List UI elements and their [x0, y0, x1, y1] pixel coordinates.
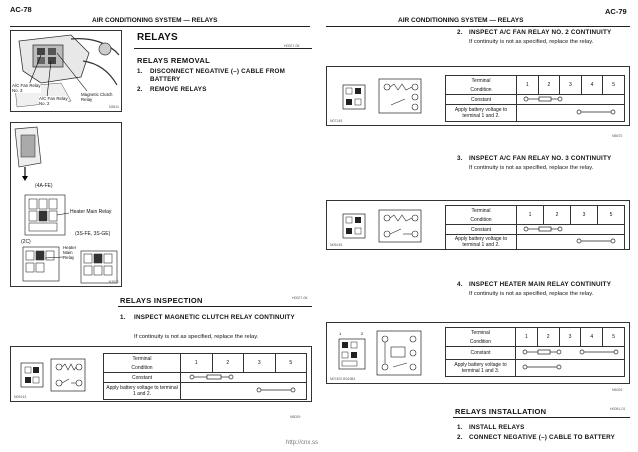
section4-note: If continuity is not as specified, replace the relay. — [469, 291, 594, 297]
fan-relay-2-continuity-table — [445, 75, 625, 122]
right-page-header: AIR CONDITIONING SYSTEM — RELAYS — [398, 17, 524, 24]
fan-relay-3-figure — [326, 200, 630, 250]
terminal-header: Terminal — [446, 76, 517, 86]
removal-step-1-text: DISCONNECT NEGATIVE (–) CABLE FROM BATTERY — [150, 68, 286, 83]
pin-label-1: 1 — [339, 331, 342, 336]
installation-code: H0091-01 — [610, 407, 626, 411]
battery-row-label: Apply battery voltage to terminal 1 and 2. — [104, 383, 181, 400]
battery-row-continuity — [517, 235, 625, 250]
magnetic-clutch-continuity-table — [103, 353, 307, 400]
inspection-step-text: INSPECT MAGNETIC CLUTCH RELAY CONTINUITY — [134, 314, 295, 321]
terminal-col-4: 4 — [581, 328, 603, 347]
engine-4a-label: (4A-FE) — [35, 183, 53, 189]
heater-main-relay-label: Heater Main Relay — [70, 209, 112, 215]
terminal-col-1: 1 — [517, 76, 539, 95]
install-step-1-text: INSTALL RELAYS — [469, 424, 525, 431]
engine-2c-label: (2C) — [21, 239, 31, 245]
continuity-line-mark — [256, 387, 296, 393]
terminal-col-5: 5 — [275, 354, 307, 373]
magnetic-clutch-relay-diagram — [17, 353, 89, 397]
condition-header: Condition — [446, 215, 517, 225]
section3-diagram-code: N05145 — [330, 243, 343, 247]
constant-row-label: Constant — [446, 347, 516, 360]
section4-code: N5029 — [612, 388, 623, 392]
relays-title-rule — [134, 48, 312, 49]
continuity-resistor-mark — [189, 374, 249, 380]
constant-row-continuity — [516, 347, 625, 360]
inspection-step-num: 1. — [120, 314, 126, 321]
installation-title-rule — [453, 417, 630, 418]
terminal-col-1: 1 — [516, 328, 538, 347]
inspection-code: H0027-06 — [292, 296, 308, 300]
pin-label-2: 2 — [361, 331, 364, 336]
terminal-col-5: 5 — [603, 76, 625, 95]
section4-diagram-code: N07402 B01984 — [330, 377, 356, 381]
battery-row-label: Apply battery voltage to terminal 1 and 2. — [446, 105, 517, 122]
fig2-code: N3501 — [108, 280, 119, 284]
section4-num: 4. — [457, 281, 463, 288]
section2-title: INSPECT A/C FAN RELAY NO. 2 CONTINUITY — [469, 29, 612, 36]
fig1-code: N3611 — [108, 105, 119, 109]
terminal-col-3: 3 — [571, 206, 598, 225]
battery-row-continuity — [181, 383, 307, 400]
right-page-number: AC-79 — [605, 7, 627, 16]
left-page-header: AIR CONDITIONING SYSTEM — RELAYS — [92, 17, 218, 24]
left-header-rule — [10, 26, 310, 27]
condition-header: Condition — [446, 85, 517, 95]
magnetic-clutch-relay-label: Magnetic Clutch Relay — [81, 92, 113, 102]
install-step-1-num: 1. — [457, 424, 463, 431]
section2-code: N5670 — [612, 134, 623, 138]
continuity-resistor-mark — [522, 348, 622, 356]
constant-row-continuity — [517, 95, 625, 105]
engine-3s-label: (3S-FE, 3S-GE) — [75, 231, 111, 237]
terminal-col-4: 4 — [581, 76, 603, 95]
fan-relay-2-diagram — [339, 75, 425, 117]
inspection-title: RELAYS INSPECTION — [120, 296, 203, 305]
terminal-col-2: 2 — [538, 76, 560, 95]
fan-relay-no2-label: A/C Fan Relay No. 2 — [39, 96, 68, 106]
terminal-col-5: 5 — [603, 328, 625, 347]
left-page-number: AC-78 — [10, 5, 32, 14]
section2-note: If continuity is not as specified, replace the relay. — [469, 39, 594, 45]
install-step-2-text: CONNECT NEGATIVE (–) CABLE TO BATTERY — [469, 434, 616, 441]
removal-title: RELAYS REMOVAL — [137, 56, 210, 65]
fan-relay-3-diagram — [339, 206, 425, 246]
terminal-header: Terminal — [446, 328, 516, 338]
fan-relay-no3-label: A/C Fan Relay No. 3 — [12, 83, 41, 93]
battery-row-continuity — [516, 360, 625, 377]
section2-num: 2. — [457, 29, 463, 36]
battery-row-continuity — [517, 105, 625, 122]
terminal-col-5: 5 — [598, 206, 625, 225]
battery-row-label: Apply battery voltage to terminal 1 and 3. — [446, 360, 516, 377]
terminal-col-3: 3 — [244, 354, 276, 373]
heater-relay-illustration — [11, 123, 122, 287]
terminal-col-2: 2 — [212, 354, 244, 373]
terminal-header: Terminal — [446, 206, 517, 216]
heater-main-relay-diagram — [333, 327, 425, 379]
constant-row-label: Constant — [446, 95, 517, 105]
terminal-col-1: 1 — [181, 354, 213, 373]
continuity-line-mark — [576, 109, 616, 115]
terminal-col-2: 2 — [544, 206, 571, 225]
terminal-col-2: 2 — [537, 328, 559, 347]
fan-relay-3-continuity-table — [445, 205, 625, 250]
section2-diagram-code: N07145 — [330, 119, 343, 123]
continuity-resistor-mark — [523, 226, 571, 232]
installation-title: RELAYS INSTALLATION — [455, 407, 547, 416]
heater-main-relay-continuity-table — [445, 327, 625, 377]
removal-step-2-text: REMOVE RELAYS — [150, 86, 207, 93]
relays-code: H0027-05 — [284, 44, 300, 48]
removal-step-1-num: 1. — [137, 68, 143, 75]
constant-row-continuity — [517, 225, 625, 235]
heater-main-relay-label-2: Heater Main Relay — [63, 245, 77, 260]
terminal-col-3: 3 — [559, 328, 581, 347]
right-header-rule — [326, 26, 630, 27]
constant-row-label: Constant — [446, 225, 517, 235]
section3-note: If continuity is not as specified, replace the relay. — [469, 165, 594, 171]
continuity-line-mark — [576, 238, 616, 244]
continuity-line-mark — [522, 363, 622, 371]
heater-relay-location-figure — [10, 122, 122, 287]
terminal-col-3: 3 — [560, 76, 582, 95]
install-step-2-num: 2. — [457, 434, 463, 441]
continuity-resistor-mark — [523, 96, 571, 102]
terminal-header: Terminal — [104, 354, 181, 364]
relay-location-figure — [10, 30, 122, 112]
terminal-col-1: 1 — [517, 206, 544, 225]
removal-step-2-num: 2. — [137, 86, 143, 93]
heater-main-relay-figure — [326, 322, 630, 384]
fan-relay-2-figure — [326, 66, 630, 126]
section3-title: INSPECT A/C FAN RELAY NO. 3 CONTINUITY — [469, 155, 612, 162]
inspection-step-note: If continuity is not as specified, replace the relay. — [134, 334, 259, 340]
constant-row-continuity — [181, 373, 307, 383]
constant-row-label: Constant — [104, 373, 181, 383]
relays-title: RELAYS — [137, 32, 178, 43]
left-bottom-code: N5029 — [290, 415, 301, 419]
section3-num: 3. — [457, 155, 463, 162]
magnetic-clutch-relay-figure — [10, 346, 312, 402]
inspection-title-rule — [118, 306, 312, 307]
section4-title: INSPECT HEATER MAIN RELAY CONTINUITY — [469, 281, 612, 288]
condition-header: Condition — [446, 337, 516, 347]
condition-header: Condition — [104, 363, 181, 373]
battery-row-label: Apply battery voltage to terminal 1 and 2. — [446, 235, 517, 250]
footer-url[interactable]: http://cnx.ss — [286, 440, 319, 446]
magnetic-relay-diagram-code: N05143 — [14, 395, 27, 399]
